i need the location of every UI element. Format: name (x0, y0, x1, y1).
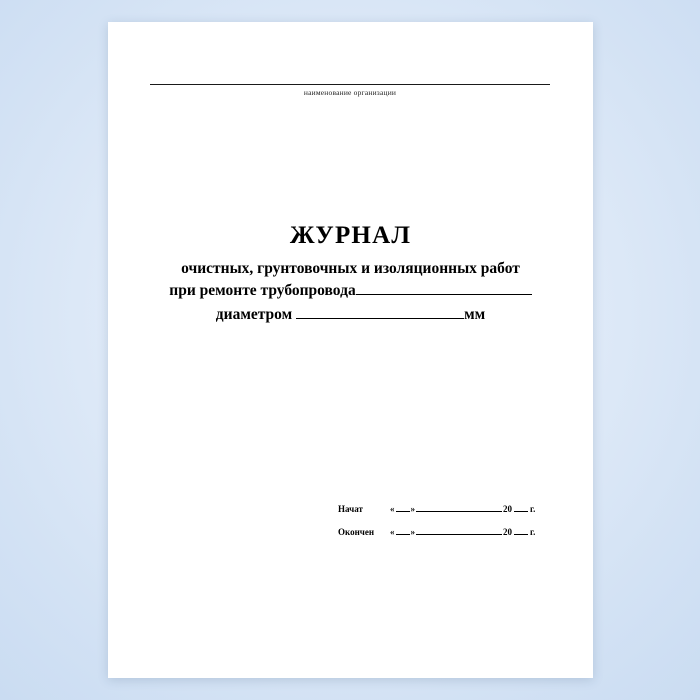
organization-name-caption: наименование организации (303, 88, 397, 97)
pipeline-blank-field[interactable] (356, 294, 532, 295)
start-quote-close: » (410, 504, 415, 514)
title-block (126, 222, 575, 325)
page-title: ЖУРНАЛ (289, 222, 412, 249)
subtitle-diameter-row (126, 305, 575, 324)
start-date-label: Начат (338, 504, 363, 514)
end-year-suffix: г. (530, 527, 536, 537)
end-year-prefix: 20 (503, 527, 512, 537)
start-quote-open: « (390, 504, 395, 514)
end-quote-open: « (390, 527, 395, 537)
start-month-field[interactable] (416, 511, 502, 512)
subtitle-pipeline-label: при ремонте трубопровода (169, 281, 356, 299)
start-date-row (338, 504, 568, 514)
start-year-prefix: 20 (503, 504, 512, 514)
organization-name-field[interactable] (150, 84, 550, 97)
document-page (108, 22, 593, 678)
dates-block (338, 504, 568, 550)
end-date-row (338, 527, 568, 537)
end-day-field[interactable] (396, 534, 410, 535)
diameter-unit-label: мм (464, 306, 486, 324)
diameter-blank-field[interactable] (296, 318, 464, 319)
end-quote-close: » (410, 527, 415, 537)
organization-name-rule (150, 84, 550, 85)
subtitle-diameter-label: диаметром (215, 306, 293, 324)
start-year-field[interactable] (514, 511, 528, 512)
subtitle-pipeline-row (126, 281, 575, 300)
start-day-field[interactable] (396, 511, 410, 512)
end-month-field[interactable] (416, 534, 502, 535)
end-date-label: Окончен (338, 527, 375, 537)
end-year-field[interactable] (514, 534, 528, 535)
start-year-suffix: г. (530, 504, 536, 514)
subtitle-works: очистных, грунтовочных и изоляционных работ (181, 259, 520, 277)
